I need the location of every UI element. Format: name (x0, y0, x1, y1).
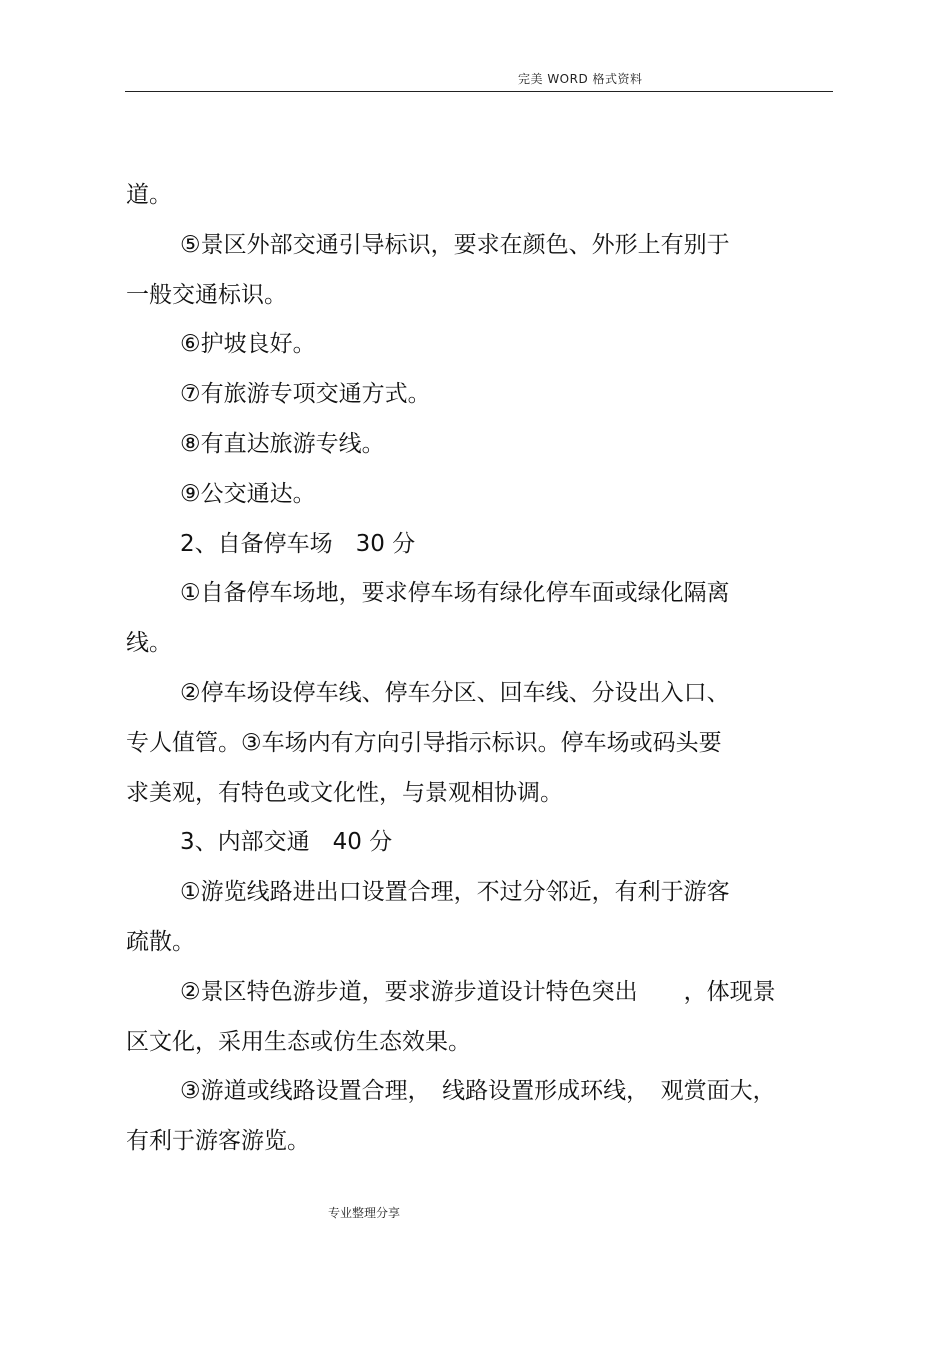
text-line: ①游览线路进出口设置合理，不过分邻近，有利于游客 (180, 879, 730, 906)
page-header-title: 完美 WORD 格式资料 (518, 72, 643, 86)
text-line: ⑥护坡良好。 (180, 331, 316, 358)
text-line: 线。 (126, 630, 172, 657)
header-divider (125, 91, 833, 92)
text-line: ②停车场设停车线、停车分区、回车线、分设出入口、 (180, 679, 730, 706)
text-line: 求美观，有特色或文化性，与景观相协调。 (126, 779, 563, 806)
document-body (126, 171, 834, 1167)
text-line: ①自备停车场地，要求停车场有绿化停车面或绿化隔离 (180, 580, 730, 607)
text-line: ⑦有旅游专项交通方式。 (180, 381, 431, 408)
page-footer-text: 专业整理分享 (328, 1206, 401, 1220)
text-line: 道。 (126, 182, 172, 208)
text-line: 有利于游客游览。 (126, 1128, 310, 1155)
text-line: 一般交通标识。 (126, 281, 287, 308)
text-line: ③游道或线路设置合理， 线路设置形成环线， 观赏面大， (180, 1078, 776, 1105)
text-line: ⑤景区外部交通引导标识，要求在颜色、外形上有别于 (180, 231, 730, 258)
text-line: 专人值管。③车场内有方向引导指示标识。停车场或码头要 (126, 729, 722, 756)
section-heading: 3、内部交通 40 分 (180, 829, 393, 856)
text-line: 区文化，采用生态或仿生态效果。 (126, 1028, 471, 1055)
section-heading: 2、自备停车场 30 分 (180, 530, 416, 557)
text-line: ⑨公交通达。 (180, 480, 316, 507)
text-line: ⑧有直达旅游专线。 (180, 430, 385, 457)
text-line: 疏散。 (126, 928, 195, 955)
text-line: ②景区特色游步道，要求游步道设计特色突出 ，体现景 (180, 978, 776, 1005)
